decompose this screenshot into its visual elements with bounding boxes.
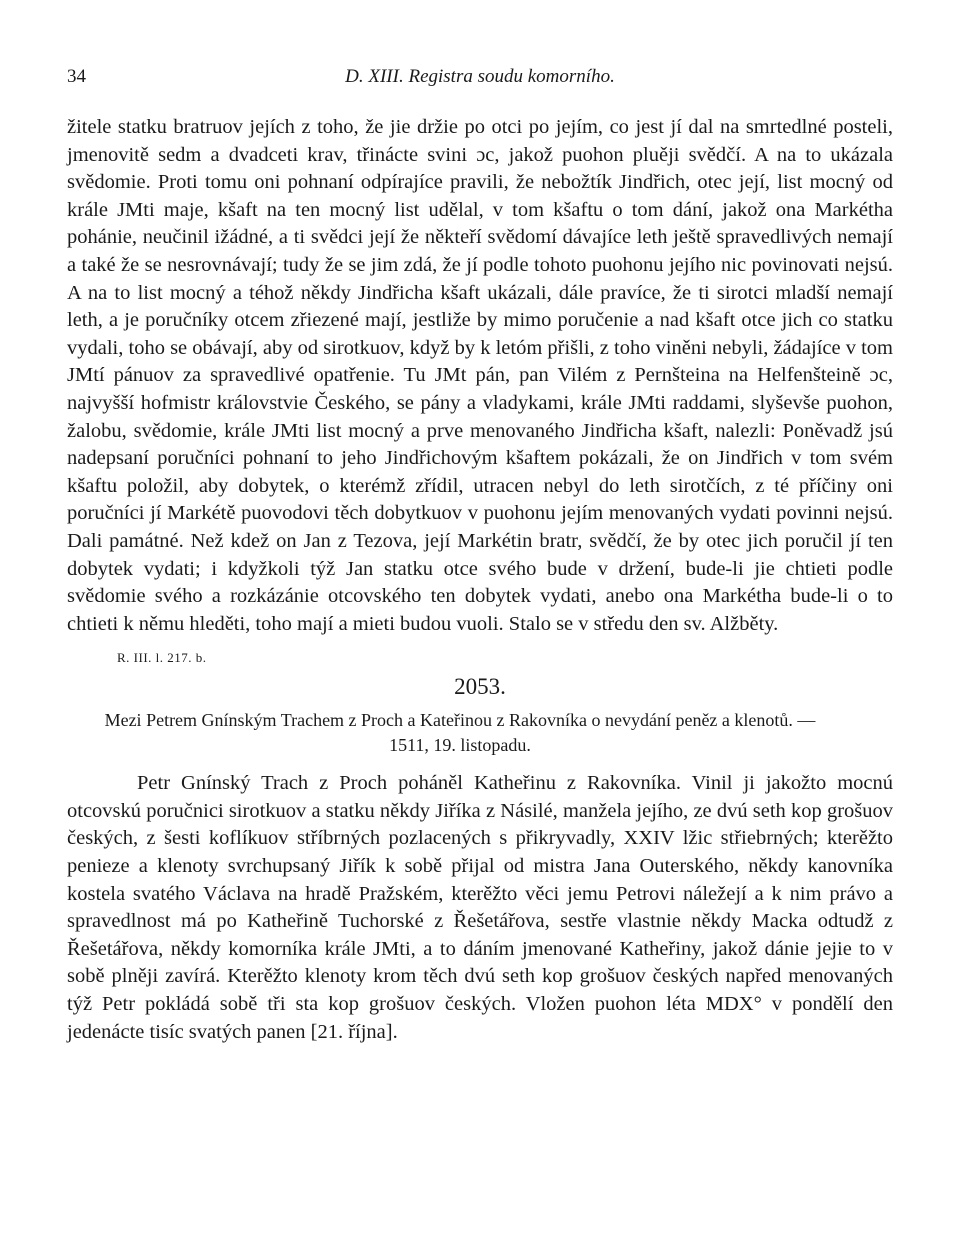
page-number: 34 (67, 66, 86, 87)
continuation-paragraph: žitele statku bratruov jejích z toho, že jie držie po otci po jejím, co jest jí dal na smrtedlné posteli, jmenovitě sedm a dvadceti krav, třinácte svini ɔc, jakož puohon pluěji svědčí. A na to ukázala svědomie. Proti tomu oni pohnaní odpírajíce pravili, že nebožtík Jindřich, otec její, list mocný od krále JMti maje, kšaft na ten mocný list udělal, v tom kšaftu o tom dání, jakož ona Markétha pohánie, neučinil ižádné, a ti svědci její že někteří svědomí dávajíce leth ještě spravedlivých nemají a také že se nesrovnávají; tudy že se jim zdá, že jí podle tohoto puohonu jejího nic povinovati nejsú. A na to list mocný a téhož někdy Jindřicha kšaft ukázali, dále pravíce, že ti sirotci mladší nemají leth, a je poručníky otcem zřiezené mají, jestliže by mimo poručenie a nad kšaft otce jich co statku vydali, toho se obávají, aby od sirotkuov, když by k letóm přišli, z toho viněni nebyli, žádajíce v tom JMtí pánuov za spravedlivé opatřenie. Tu JMt pán, pan Vilém z Pernšteina na Helfenšteině ɔc, najvyšší hofmistr královstvie Českého, se pány a vladykami, krále JMti raddami, slyševše puohon, žalobu, svědomie, krále JMti list mocný a prve menovaného Jindřicha kšaft, nalezli: Poněvadž jsú nadepsaní poručníci pohnaní to jeho Jindřichovým kšaftem pokázali, že on Jindřich v tom svém kšaftu položil, aby dobytek, o kterémž zřídil, utracen nebyl do leth sirotčích, z té příčiny oni poručníci jí Markétě puovodovi těch dobytkuov v puohonu jejím menovaných vydati povinni nejsú. Dali památné. Než kdež on Jan z Tezova, její Markétin bratr, svědčí, že by otec jich poručil jí ten dobytek vydati; i kdyžkoli týž Jan statku otce svého bude v držení, bude-li jie chtieti podle svědomie svého a rozkázánie otcovského ten dobytek vydati, anebo ona Markétha bude-li o to chtieti k němu hleděti, toho mají a mieti budou vuoli. Stalo se v středu den sv. Alžběty. (67, 116, 893, 635)
entry-body: Petr Gnínský Trach z Proch poháněl Katheřinu z Rakovníka. Vinil ji jakožto mocnú otcovskú poručnici sirotkuov a statku někdy Jiříka z Násilé, manžela jejího, ze dvú seth kop grošuov českých, z šesti koflíkuov stříbrných pozlacených s přikryvadly, XXIV lžic střiebrných; kterěžto penieze a klenoty svrchupsaný Jiřík k sobě přijal od mistra Jana Outerského, někdy kanovníka kostela svatého Václava na hradě Pražském, kterěžto věci jemu Petrovi náležejí a k nim právo a spravedlnost má po Katheřině Tuchorské z Řešetářova, sestře vlastnie někdy Macka odtudž z Řešetářova, někdy komorníka krále JMti, a to dáním jmenované Katheřiny, jakož dánie jejie to v sobě plněji zavírá. Kterěžto klenoty krom těch dvú seth kop grošuov českých napřed menovaných týž Petr pokládá sobě tři sta kop grošuov českých. Vložen puohon léta MDX° v pondělí den jedenácte tisíc svatých panen [21. října]. (67, 772, 893, 1043)
entry-number: 2053. (454, 674, 506, 700)
running-head: D. XIII. Registra soudu komorního. (345, 66, 615, 87)
source-note: R. III. l. 217. b. (117, 650, 207, 666)
document-page (67, 62, 893, 1046)
page-header (67, 62, 893, 96)
entry-summary: Mezi Petrem Gnínským Trachem z Proch a Kateřinou z Rakovníka o nevydání peněz a klenotů. — 1511, 19. listopadu. (104, 710, 816, 756)
